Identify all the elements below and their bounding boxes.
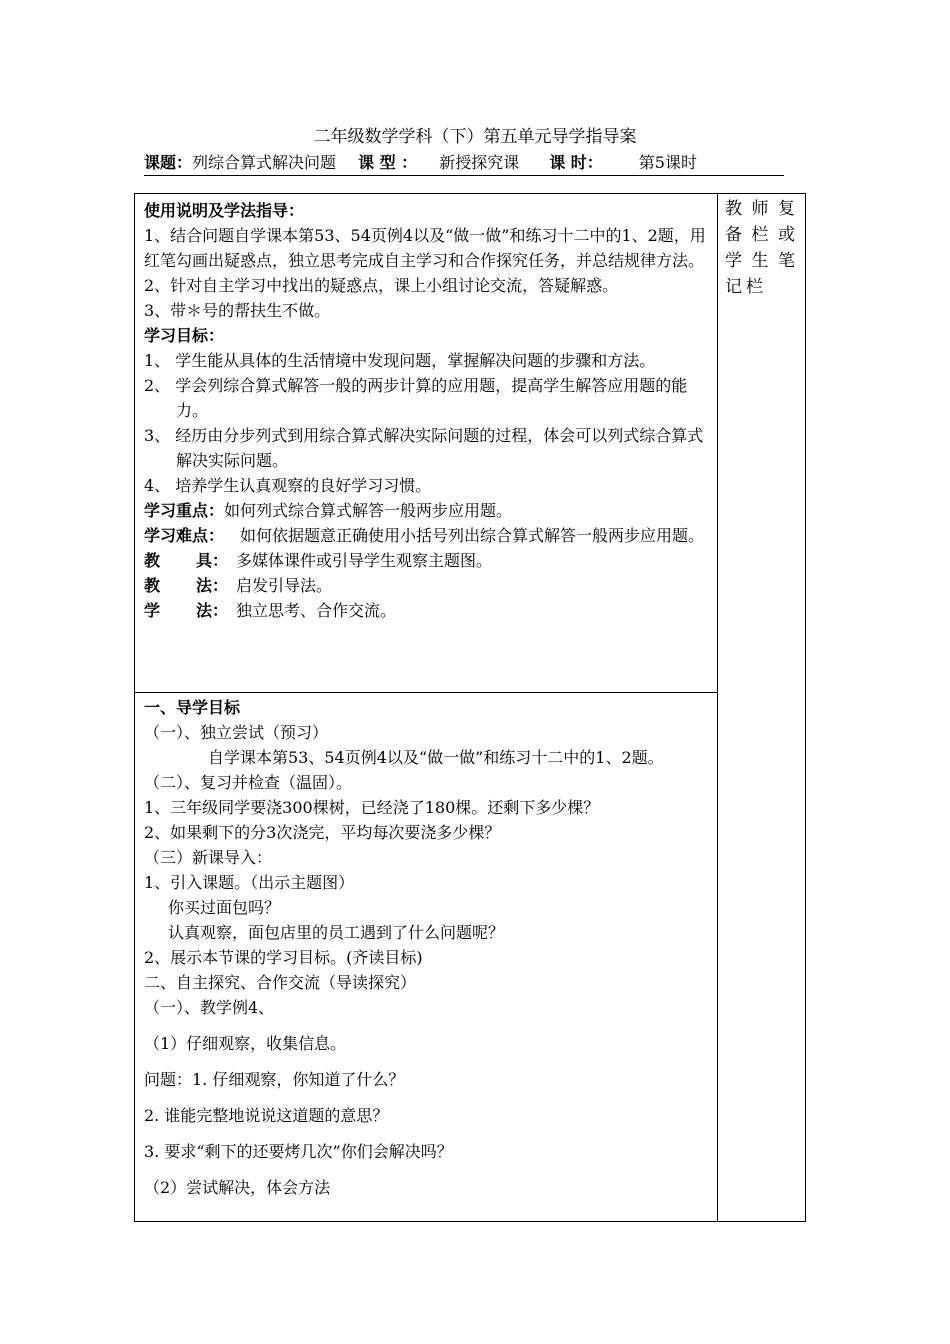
- type-value: 新授探究课: [439, 153, 520, 172]
- study-label-a: 学: [144, 601, 161, 620]
- objective-item: 2、 学会列综合算式解答一般的两步计算的应用题，提高学生解答应用题的能力。: [144, 376, 688, 420]
- instruction-item: 1、结合问题自学课本第53、54页例4以及“做一做”和练习十二中的1、2题，用红笔勾画出疑惑点，独立思考完成自主学习和合作探究任务，并总结规律方法。: [144, 226, 706, 270]
- period-label: 课 时：: [549, 153, 603, 172]
- key-point-label: 学习重点：: [144, 501, 225, 520]
- section2-heading: 二、自主探究、合作交流（导读探究）: [144, 973, 417, 992]
- question-item: 3. 要求“剩下的还要烤几次”你们会解决吗？: [144, 1142, 453, 1161]
- example-title: （一）、教学例4、: [144, 998, 275, 1017]
- method-label-a: 教: [144, 576, 161, 595]
- objective-item: 4、 培养学生认真观察的良好学习习惯。: [144, 476, 432, 495]
- method-text: 启发引导法。: [236, 576, 333, 595]
- part3-title: （三）新课导入：: [144, 848, 273, 867]
- difficulty: [144, 523, 714, 548]
- tools-text: 多媒体课件或引导学生观察主题图。: [236, 551, 493, 570]
- study-method: [144, 598, 714, 623]
- objective-item: 1、 学生能从具体的生活情境中发现问题，掌握解决问题的步骤和方法。: [144, 351, 656, 370]
- instructions-cell: [144, 198, 714, 623]
- column-divider: [717, 194, 718, 1221]
- step2: （2）尝试解决，体会方法: [144, 1178, 331, 1197]
- part2-question: 2、如果剩下的分3次浇完，平均每次要浇多少棵？: [144, 823, 501, 842]
- part3-question: 你买过面包吗？: [168, 898, 281, 917]
- tools-label-b: 具：: [196, 551, 229, 570]
- objectives-heading: 学习目标：: [144, 326, 225, 345]
- instructions-heading: 使用说明及学法指导：: [144, 201, 305, 220]
- difficulty-label: 学习难点：: [144, 526, 225, 545]
- notes-column-header: 教师复备栏或学生笔记栏: [725, 199, 799, 297]
- instruction-item: 2、针对自主学习中找出的疑惑点，课上小组讨论交流，答疑解惑。: [144, 276, 619, 295]
- step1: （1）仔细观察，收集信息。: [144, 1034, 347, 1053]
- topic-label: 课题：: [144, 153, 193, 172]
- part2-title: （二）、复习并检查（温固）。: [144, 773, 353, 792]
- part3-item: 1、引入课题。（出示主题图）: [144, 873, 355, 892]
- section-heading: 一、导学目标: [144, 698, 241, 717]
- method: [144, 573, 714, 598]
- question-item: 问题：1. 仔细观察，你知道了什么？: [144, 1070, 405, 1089]
- objective-item: 3、 经历由分步列式到用综合算式解决实际问题的过程，体会可以列式综合算式解决实际问题。: [144, 426, 704, 470]
- instruction-item: 3、带＊号的帮扶生不做。: [144, 301, 331, 320]
- part3-item: 2、展示本节课的学习目标。(齐读目标): [144, 948, 423, 967]
- lesson-info-line: [144, 152, 784, 176]
- guide-table: [134, 193, 806, 1222]
- row-divider: [135, 692, 717, 693]
- part1-text: 自学课本第53、54页例4以及“做一做”和练习十二中的1、2题。: [208, 748, 664, 767]
- key-point: [144, 498, 714, 523]
- method-label-b: 法：: [196, 576, 229, 595]
- page-title: 二年级数学学科（下）第五单元导学指导案: [313, 127, 637, 147]
- study-text: 独立思考、合作交流。: [236, 601, 397, 620]
- lesson-cell: [144, 695, 714, 1200]
- question-item: 2. 谁能完整地说说这道题的意思？: [144, 1106, 389, 1125]
- type-label: 课 型 ：: [358, 153, 418, 172]
- topic-value: 列综合算式解决问题: [192, 153, 337, 172]
- difficulty-text: 如何依据题意正确使用小括号列出综合算式解答一般两步应用题。: [240, 526, 705, 545]
- part2-question: 1、三年级同学要浇300棵树，已经浇了180棵。还剩下多少棵？: [144, 798, 600, 817]
- period-value: 第5课时: [638, 153, 697, 172]
- part1-title: （一）、独立尝试（预习）: [144, 723, 329, 742]
- tools: [144, 548, 714, 573]
- part3-question: 认真观察，面包店里的员工遇到了什么问题呢？: [168, 923, 505, 942]
- tools-label-a: 教: [144, 551, 161, 570]
- key-point-text: 如何列式综合算式解答一般两步应用题。: [224, 501, 513, 520]
- study-label-b: 法：: [196, 601, 229, 620]
